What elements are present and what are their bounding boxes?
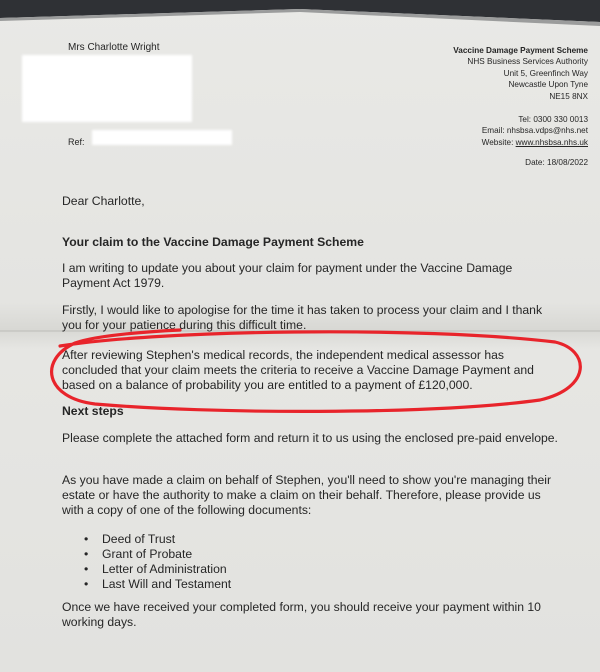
recipient-name: Mrs Charlotte Wright xyxy=(68,42,160,53)
list-item: • Last Will and Testament xyxy=(84,577,231,592)
paragraph-decision: After reviewing Stephen's medical records, the independent medical assessor has concluded that your claim meets the criteria to receive a Vaccine Damage Payment and based on a balance of probability you are entitled to a payment of £120,000. xyxy=(62,348,534,392)
paragraph-payment: Once we have received your completed form, you should receive your payment within 10 working days. xyxy=(62,600,541,629)
redacted-ref xyxy=(92,130,232,145)
header-band xyxy=(0,0,600,40)
paragraph-authority: As you have made a claim on behalf of Stephen, you'll need to show you're managing their estate or have the authority to make a claim on their behalf. Therefore, please provide us with a copy of one of the following documents: xyxy=(62,473,552,517)
greeting: Dear Charlotte, xyxy=(62,194,145,208)
contact-block xyxy=(482,114,588,148)
letter-date: Date: 18/08/2022 xyxy=(525,158,588,167)
paragraph-apology: Firstly, I would like to apologise for the time it has taken to process your claim and I thank you for your patience during this difficult time. xyxy=(62,303,543,332)
sender-line: NE15 8NX xyxy=(549,91,588,101)
documents-list xyxy=(84,532,231,592)
next-steps-heading: Next steps xyxy=(62,404,124,418)
letter-heading: Your claim to the Vaccine Damage Payment Scheme xyxy=(62,235,364,249)
sender-line: NHS Business Services Authority xyxy=(467,57,588,67)
contact-website xyxy=(482,137,588,148)
sender-line: Unit 5, Greenfinch Way xyxy=(503,68,588,78)
ref-label: Ref: xyxy=(68,137,85,147)
sender-address xyxy=(453,45,588,102)
sender-org: Vaccine Damage Payment Scheme xyxy=(453,46,588,55)
reference xyxy=(68,137,85,147)
contact-tel: Tel: 0300 330 0013 xyxy=(518,115,588,124)
list-item: • Grant of Probate xyxy=(84,547,231,562)
list-item: • Deed of Trust xyxy=(84,532,231,547)
paragraph-form: Please complete the attached form and return it to us using the enclosed pre-paid envelope. xyxy=(62,431,558,445)
paragraph-intro: I am writing to update you about your claim for payment under the Vaccine Damage Payment Act 1979. xyxy=(62,261,513,290)
contact-email: Email: nhsbsa.vdps@nhs.net xyxy=(481,126,588,136)
redacted-address xyxy=(22,55,192,122)
list-item: • Letter of Administration xyxy=(84,562,231,577)
website-link[interactable]: www.nhsbsa.nhs.uk xyxy=(515,137,588,147)
website-label: Website: xyxy=(481,137,516,147)
sender-line: Newcastle Upon Tyne xyxy=(508,80,588,90)
